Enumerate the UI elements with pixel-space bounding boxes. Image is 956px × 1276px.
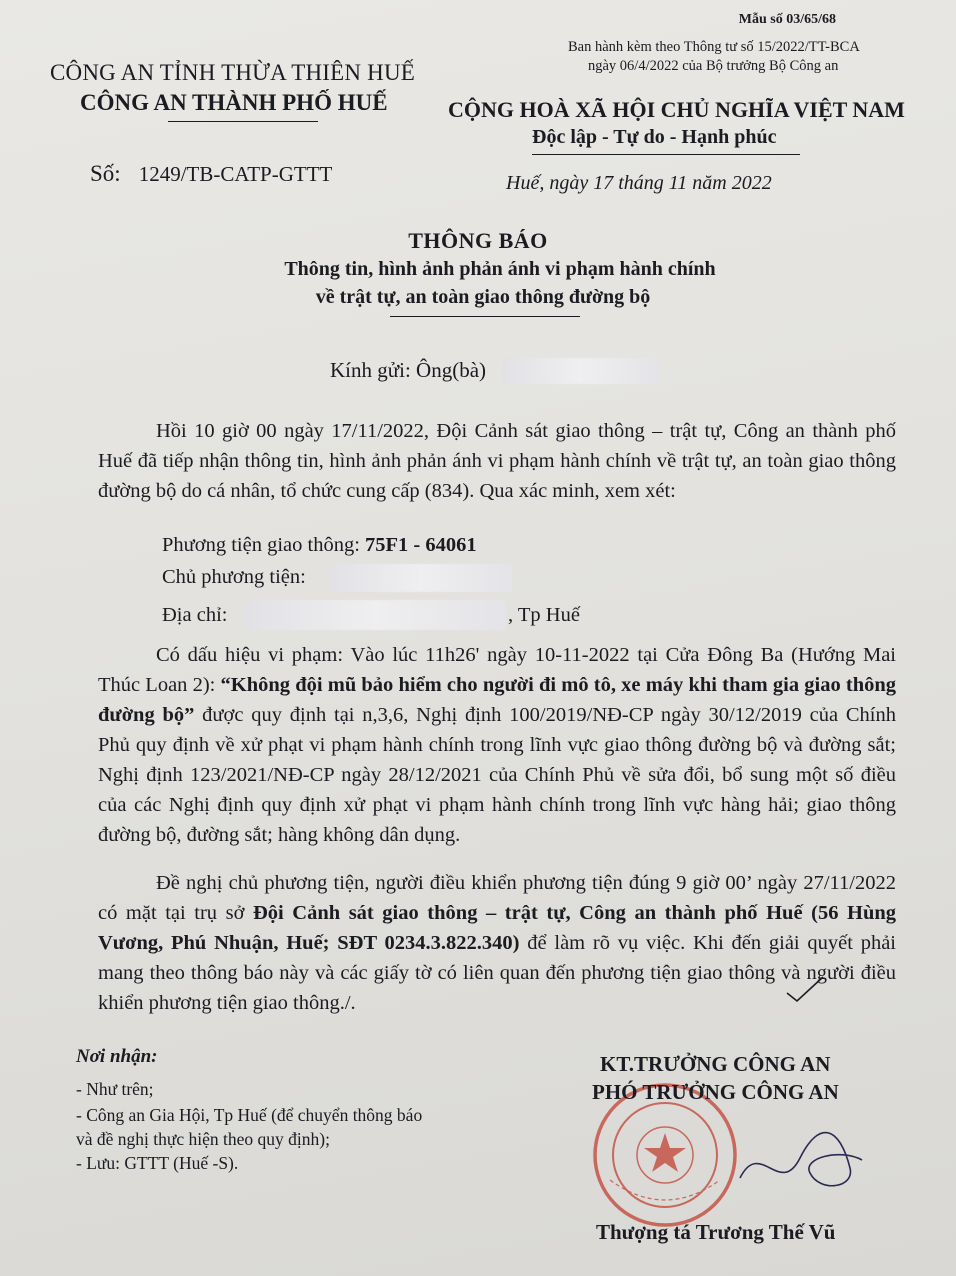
place-date: Huế, ngày 17 tháng 11 năm 2022 [506, 172, 772, 194]
violation-lead: Có dấu hiệu vi phạm: Vào lúc 11h26' ngày 10-11-2022 tại Cửa Đông Ba (Hướng Mai Thúc Loan 2): [98, 644, 896, 696]
violation-legal-basis: được quy định tại n,3,6, Nghị định 100/2019/NĐ-CP ngày 30/12/2019 của Chính Phủ quy định về xử phạt vi phạm hành chính trong lĩnh vực giao thông đường bộ và đường sắt; Nghị định 123/2021/NĐ-CP ngày 28/12/2021 của Chính Phủ về sửa đổi, bổ sung một số điều của các Nghị định quy định xử phạt vi phạm hành chính trong lĩnh vực hàng hải; giao thông đường bộ, đường sắt; hàng không dân dụng. [98, 704, 896, 846]
violation-paragraph [98, 640, 896, 850]
vehicle-plate: 75F1 - 64061 [365, 534, 477, 556]
signature-title-2: PHÓ TRƯỞNG CÔNG AN [592, 1080, 839, 1104]
intro-text: Hồi 10 giờ 00 ngày 17/11/2022, Đội Cảnh sát giao thông – trật tự, Công an thành phố Huế đã tiếp nhận thông tin, hình ảnh phản ánh vi phạm hành chính về trật tự, an toàn giao thông đường bộ do cá nhân, tổ chức cung cấp (834). Qua xác minh, xem xét: [98, 420, 896, 502]
vehicle-label: Phương tiện giao thông: [162, 534, 360, 556]
address-suffix: , Tp Huế [508, 604, 580, 626]
national-motto: Độc lập - Tự do - Hạnh phúc [532, 126, 777, 148]
agency-underline [168, 121, 318, 122]
owner-label: Chủ phương tiện: [162, 566, 306, 588]
owner-line [162, 566, 306, 589]
request-paragraph [98, 868, 896, 1018]
subtitle-underline [390, 316, 580, 317]
request-rest: để làm rõ vụ việc. Khi đến giải quyết phải mang theo thông báo này và các giấy tờ có liên quan đến phương tiện giao thông và người điều khiển phương tiện giao thông./. [98, 932, 896, 1014]
document-number-value: 1249/TB-CATP-GTTT [138, 162, 333, 186]
notice-title: THÔNG BÁO [408, 228, 548, 253]
signer-name: Thượng tá Trương Thế Vũ [596, 1220, 836, 1244]
redacted-owner-name [330, 564, 512, 592]
motto-underline [532, 154, 800, 155]
request-lead: Đề nghị chủ phương tiện, người điều khiển phương tiện đúng 9 giờ 00’ ngày 27/11/2022 có mặt tại trụ sở [98, 872, 896, 924]
address-label: Địa chỉ: [162, 604, 228, 626]
form-note-line-1: Ban hành kèm theo Thông tư số 15/2022/TT-BCA [568, 39, 860, 55]
recipient-item: - Như trên; [76, 1079, 154, 1099]
greeting: Kính gửi: Ông(bà) [330, 358, 487, 382]
recipient-item: - Lưu: GTTT (Huế -S). [76, 1153, 239, 1173]
recipient-item: - Công an Gia Hội, Tp Huế (để chuyển thông báo [76, 1105, 423, 1125]
signature-title-1: KT.TRƯỞNG CÔNG AN [600, 1052, 831, 1076]
nation-title: CỘNG HOÀ XÃ HỘI CHỦ NGHĨA VIỆT NAM [448, 97, 905, 122]
recipients-title: Nơi nhận: [76, 1046, 158, 1067]
address-line [162, 604, 227, 627]
violation-description: “Không đội mũ bảo hiểm cho người đi mô tô, xe máy khi tham gia giao thông đường bộ” [98, 674, 896, 726]
redacted-address [244, 600, 506, 630]
handwritten-signature-icon [730, 1118, 870, 1208]
redacted-recipient-name [502, 358, 660, 384]
document-number [90, 161, 332, 187]
pen-tick-icon [785, 975, 825, 1005]
recipient-item: và đề nghị thực hiện theo quy định); [76, 1129, 330, 1149]
form-note-line-2: ngày 06/4/2022 của Bộ trưởng Bộ Công an [588, 58, 839, 74]
vehicle-line [162, 534, 477, 557]
intro-paragraph [98, 416, 896, 506]
document-number-label: Số: [90, 161, 121, 186]
agency-name: CÔNG AN THÀNH PHỐ HUẾ [80, 90, 388, 115]
form-number: Mẫu số 03/65/68 [738, 12, 836, 27]
notice-subtitle-1: Thông tin, hình ảnh phản ánh vi phạm hành chính [284, 258, 716, 280]
agency-parent: CÔNG AN TỈNH THỪA THIÊN HUẾ [50, 60, 416, 85]
form-note [568, 38, 860, 76]
notice-subtitle-2: về trật tự, an toàn giao thông đường bộ [315, 286, 651, 308]
request-location: Đội Cảnh sát giao thông – trật tự, Công an thành phố Huế (56 Hùng Vương, Phú Nhuận, Huế; SĐT 0234.3.822.340) [98, 902, 896, 954]
